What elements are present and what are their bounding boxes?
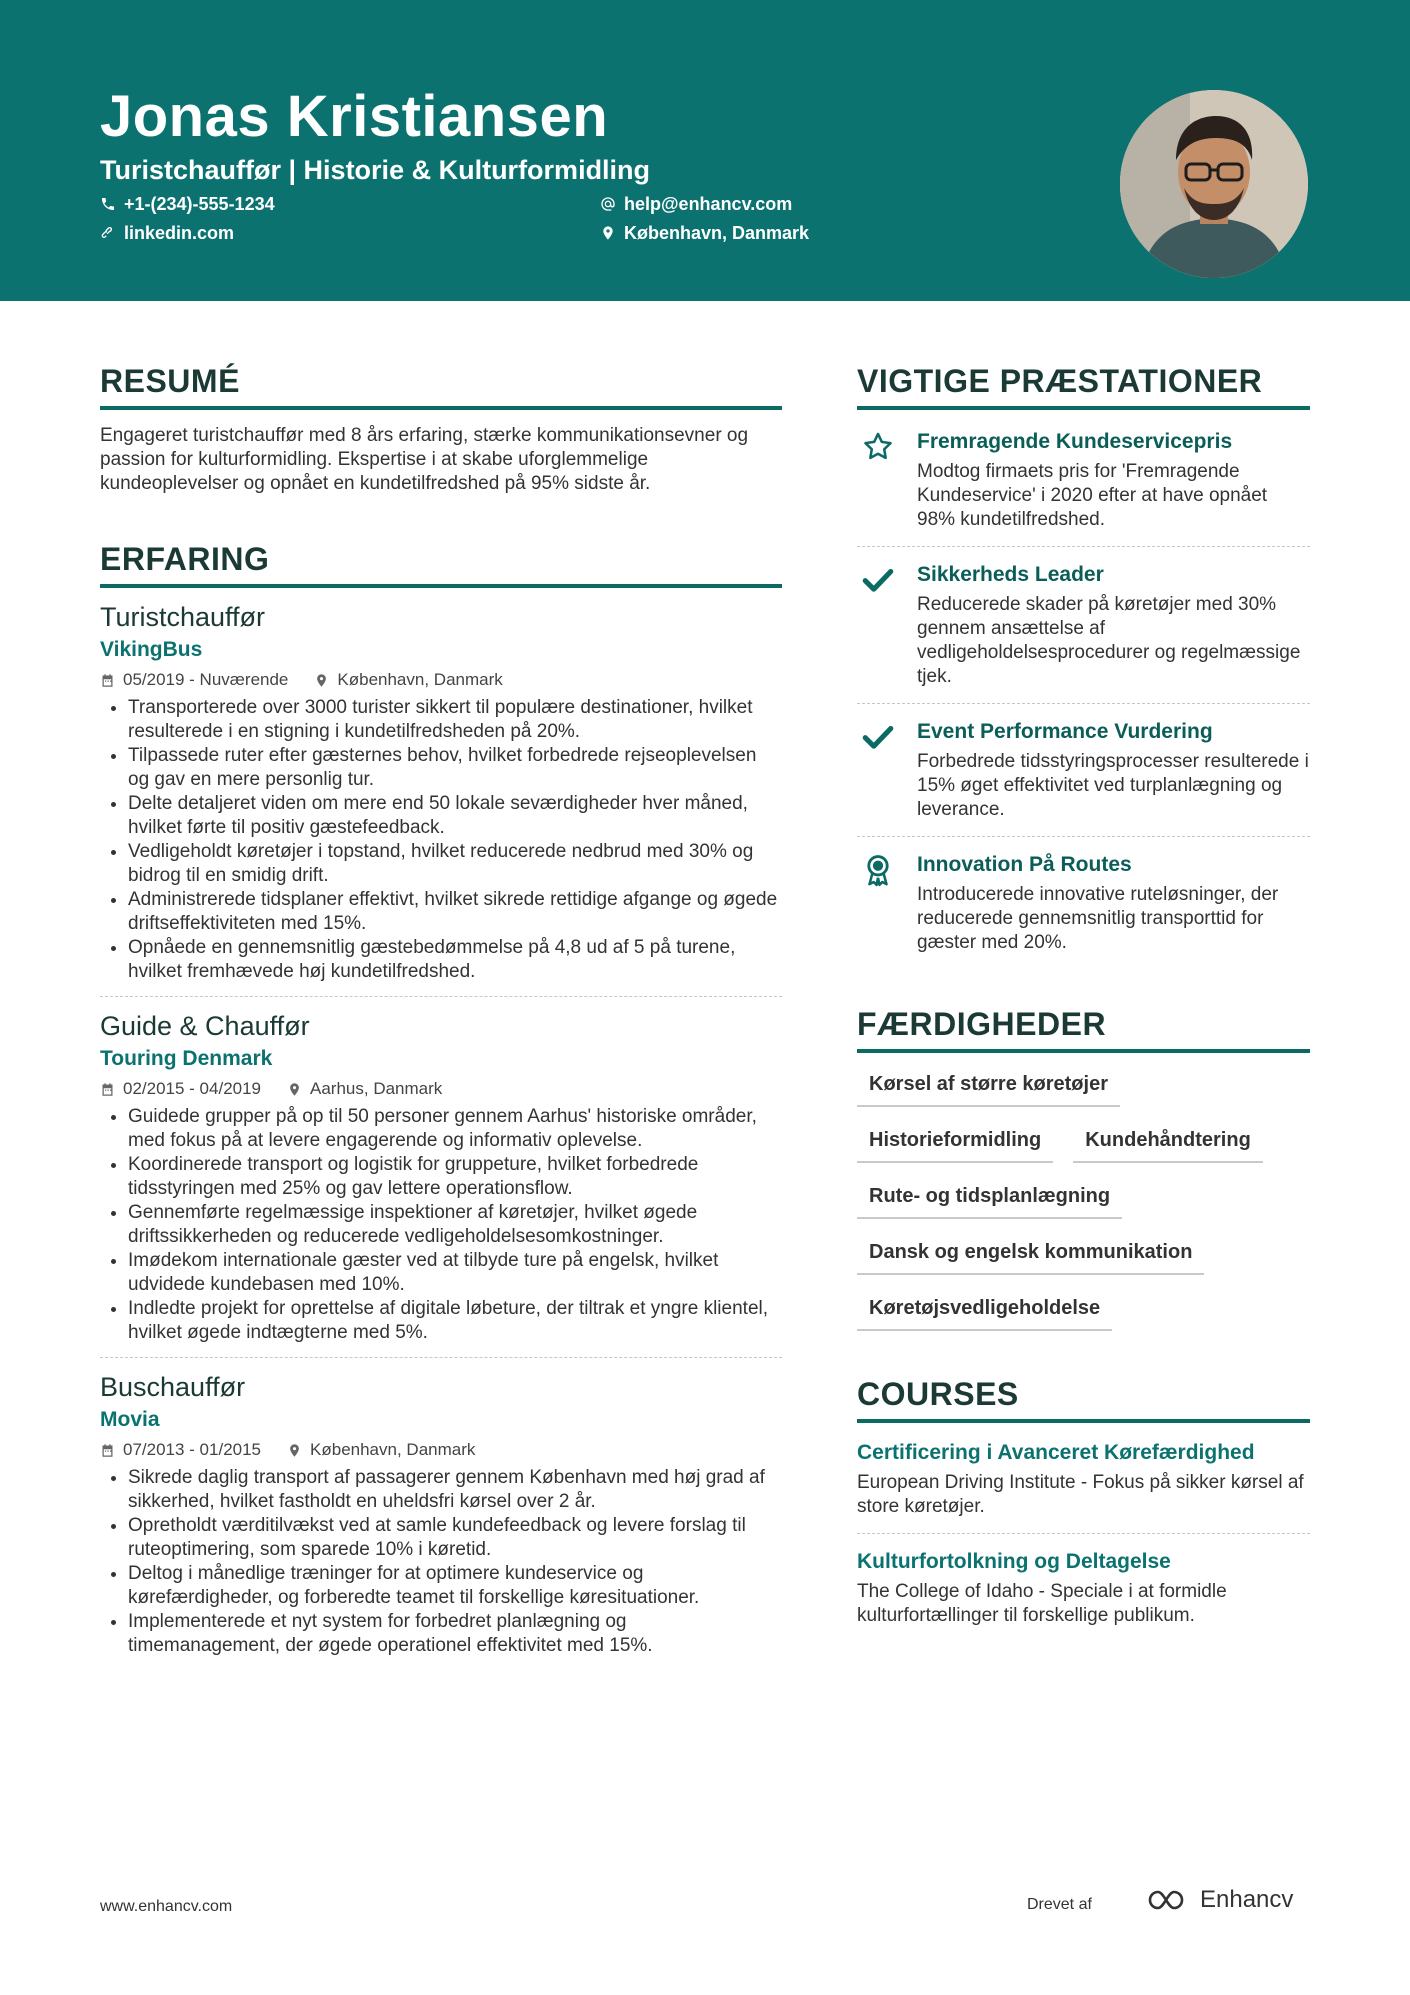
bullet-item: • Guidede grupper på op til 50 personer gennem Aarhus' historiske områder, med fokus på at levere engagerende og informativ oplevelse. bbox=[128, 1105, 782, 1153]
at-icon bbox=[600, 196, 616, 212]
check-icon bbox=[861, 563, 895, 597]
phone-text: +1-(234)-555-1234 bbox=[124, 194, 275, 214]
job-location: Aarhus, Danmark bbox=[310, 1079, 443, 1098]
bullet-item: • Vedligeholdt køretøjer i topstand, hvilket reducerede nedbrud med 30% og bidrog til en smidig drift. bbox=[128, 840, 782, 888]
summary-heading: RESUMÉ bbox=[100, 362, 782, 410]
job-entry bbox=[100, 1009, 782, 1358]
achievements-list bbox=[857, 414, 1310, 969]
candidate-name: Jonas Kristiansen bbox=[100, 84, 609, 149]
job-dates: 05/2019 - Nuværende bbox=[123, 670, 289, 689]
location-pin-icon bbox=[600, 225, 616, 241]
location-text: København, Danmark bbox=[624, 223, 810, 243]
email-contact[interactable] bbox=[600, 192, 792, 216]
skills-list bbox=[857, 1071, 1310, 1331]
calendar-icon bbox=[100, 673, 115, 688]
location-pin-icon bbox=[314, 673, 329, 688]
job-meta bbox=[100, 668, 782, 692]
achievement-title: Event Performance Vurdering bbox=[917, 720, 1213, 743]
job-bullets bbox=[100, 1105, 782, 1345]
skill-tag: Køretøjsvedligeholdelse bbox=[857, 1295, 1112, 1331]
skill-tag: Historieformidling bbox=[857, 1127, 1053, 1163]
job-bullets bbox=[100, 696, 782, 984]
header-banner bbox=[0, 0, 1410, 301]
brand-name: Enhancv bbox=[1200, 1886, 1294, 1913]
enhancv-logo-icon bbox=[1146, 1888, 1192, 1912]
course-item bbox=[857, 1534, 1310, 1642]
bullet-item: • Transporterede over 3000 turister sikkert til populære destinationer, hvilket resulterede i en stigning i kundetilfredsheden på 20%. bbox=[128, 696, 782, 744]
bullet-item: • Tilpassede ruter efter gæsternes behov, hvilket forbedrede rejseoplevelsen og gav en mere personlig tur. bbox=[128, 744, 782, 792]
phone-icon bbox=[100, 196, 116, 212]
job-bullets bbox=[100, 1466, 782, 1658]
footer-brand-logo[interactable] bbox=[1146, 1886, 1293, 1914]
achievement-desc: Modtog firmaets pris for 'Fremragende Kundeservice' i 2020 efter at have opnået 98% kundetilfredshed. bbox=[917, 461, 1268, 530]
candidate-subtitle: Turistchauffør | Historie & Kulturformidling bbox=[100, 155, 651, 185]
linkedin-contact[interactable] bbox=[100, 221, 234, 245]
achievement-title: Sikkerheds Leader bbox=[917, 563, 1104, 586]
experience-list bbox=[100, 600, 782, 1670]
job-title: Buschauffør bbox=[100, 1372, 246, 1402]
bullet-item: • Sikrede daglig transport af passagerer gennem København med høj grad af sikkerhed, hvilket fastholdt en uheldsfri kørsel over 2 år. bbox=[128, 1466, 782, 1514]
award-icon bbox=[861, 853, 895, 887]
calendar-icon bbox=[100, 1443, 115, 1458]
bullet-item: • Implementerede et nyt system for forbedret planlægning og timemanagement, der øgede operationel effektivitet med 15%. bbox=[128, 1610, 782, 1658]
achievement-item bbox=[857, 414, 1310, 547]
achievement-title: Fremragende Kundeservicepris bbox=[917, 430, 1233, 453]
course-title: Certificering i Avanceret Kørefærdighed bbox=[857, 1441, 1255, 1464]
bullet-item: • Administrerede tidsplaner effektivt, hvilket sikrede rettidige afgange og øgede driftseffektiviteten med 15%. bbox=[128, 888, 782, 936]
job-company: Movia bbox=[100, 1408, 160, 1431]
location-contact bbox=[600, 221, 809, 245]
job-company: VikingBus bbox=[100, 638, 203, 661]
achievement-desc: Reducerede skader på køretøjer med 30% gennem ansættelse af vedligeholdelsesprocedurer og regelmæssige tjek. bbox=[917, 594, 1301, 687]
bullet-item: • Imødekom internationale gæster ved at tilbyde ture på engelsk, hvilket udvidede kundebasen med 10%. bbox=[128, 1249, 782, 1297]
left-column bbox=[100, 362, 782, 1682]
star-icon bbox=[861, 430, 895, 464]
skill-tag: Kørsel af større køretøjer bbox=[857, 1071, 1120, 1107]
bullet-item: • Deltog i månedlige træninger for at optimere kundeservice og kørefærdigheder, og forberedte teamet til forskellige køresituationer. bbox=[128, 1562, 782, 1610]
job-entry bbox=[100, 1370, 782, 1670]
summary-text: Engageret turistchauffør med 8 års erfaring, stærke kommunikationsevner og passion for kulturformidling. Ekspertise i at skabe uforglemmelige kundeoplevelser og opnået en kundetilfredshed på 95% sidste år. bbox=[100, 425, 749, 494]
link-icon bbox=[100, 225, 116, 241]
calendar-icon bbox=[100, 1082, 115, 1097]
job-meta bbox=[100, 1077, 782, 1101]
courses-list bbox=[857, 1425, 1310, 1642]
course-desc: European Driving Institute - Fokus på sikker kørsel af store køretøjer. bbox=[857, 1472, 1304, 1517]
job-title: Turistchauffør bbox=[100, 602, 266, 632]
job-company: Touring Denmark bbox=[100, 1047, 273, 1070]
bullet-item: • Opretholdt værditilvækst ved at samle kundefeedback og levere forslag til ruteoptimering, som sparede 10% i køretid. bbox=[128, 1514, 782, 1562]
job-location: København, Danmark bbox=[337, 670, 503, 689]
skill-tag: Dansk og engelsk kommunikation bbox=[857, 1239, 1204, 1275]
course-item bbox=[857, 1425, 1310, 1534]
job-meta bbox=[100, 1438, 782, 1462]
avatar-icon bbox=[1120, 90, 1308, 278]
achievement-desc: Introducerede innovative ruteløsninger, der reducerede gennemsnitlig transporttid for gæster med 20%. bbox=[917, 884, 1279, 953]
job-entry bbox=[100, 600, 782, 997]
achievement-desc: Forbedrede tidsstyringsprocesser resulterede i 15% øget effektivitet ved turplanlægning og leverance. bbox=[917, 751, 1309, 820]
right-column bbox=[857, 362, 1310, 1642]
course-title: Kulturfortolkning og Deltagelse bbox=[857, 1550, 1171, 1573]
job-title: Guide & Chauffør bbox=[100, 1011, 310, 1041]
job-dates: 02/2015 - 04/2019 bbox=[123, 1079, 262, 1098]
achievement-title: Innovation På Routes bbox=[917, 853, 1132, 876]
bullet-item: • Delte detaljeret viden om mere end 50 lokale seværdigheder hver måned, hvilket førte til positiv gæstefeedback. bbox=[128, 792, 782, 840]
job-dates: 07/2013 - 01/2015 bbox=[123, 1440, 262, 1459]
achievements-heading: VIGTIGE PRÆSTATIONER bbox=[857, 362, 1310, 410]
achievement-item bbox=[857, 704, 1310, 837]
check-icon bbox=[861, 720, 895, 754]
skill-tag: Rute- og tidsplanlægning bbox=[857, 1183, 1122, 1219]
achievement-item bbox=[857, 547, 1310, 704]
footer-website-link[interactable]: www.enhancv.com bbox=[100, 1898, 233, 1915]
profile-photo bbox=[1120, 90, 1308, 278]
courses-heading: COURSES bbox=[857, 1375, 1310, 1423]
skills-heading: FÆRDIGHEDER bbox=[857, 1005, 1310, 1053]
bullet-item: • Indledte projekt for oprettelse af digitale løbeture, der tiltrak et yngre klientel, hvilket øgede indtægterne med 5%. bbox=[128, 1297, 782, 1345]
phone-contact[interactable] bbox=[100, 192, 275, 216]
bullet-item: • Gennemførte regelmæssige inspektioner af køretøjer, hvilket øgede driftssikkerheden og reducerede vedligeholdelsesomkostninger. bbox=[128, 1201, 782, 1249]
job-location: København, Danmark bbox=[310, 1440, 476, 1459]
course-desc: The College of Idaho - Speciale i at formidle kulturfortællinger til forskellige publikum. bbox=[857, 1581, 1227, 1626]
email-text: help@enhancv.com bbox=[624, 194, 793, 214]
location-pin-icon bbox=[287, 1443, 302, 1458]
bullet-item: • Koordinerede transport og logistik for gruppeture, hvilket forbedrede tidsstyringen med 25% og gav lettere operationsflow. bbox=[128, 1153, 782, 1201]
experience-heading: ERFARING bbox=[100, 540, 782, 588]
skill-tag: Kundehåndtering bbox=[1073, 1127, 1263, 1163]
bullet-item: • Opnåede en gennemsnitlig gæstebedømmelse på 4,8 ud af 5 på turene, hvilket fremhævede høj kundetilfredshed. bbox=[128, 936, 782, 984]
location-pin-icon bbox=[287, 1082, 302, 1097]
achievement-item bbox=[857, 837, 1310, 969]
footer-powered-by: Drevet af bbox=[1027, 1896, 1092, 1913]
linkedin-text: linkedin.com bbox=[124, 223, 235, 243]
